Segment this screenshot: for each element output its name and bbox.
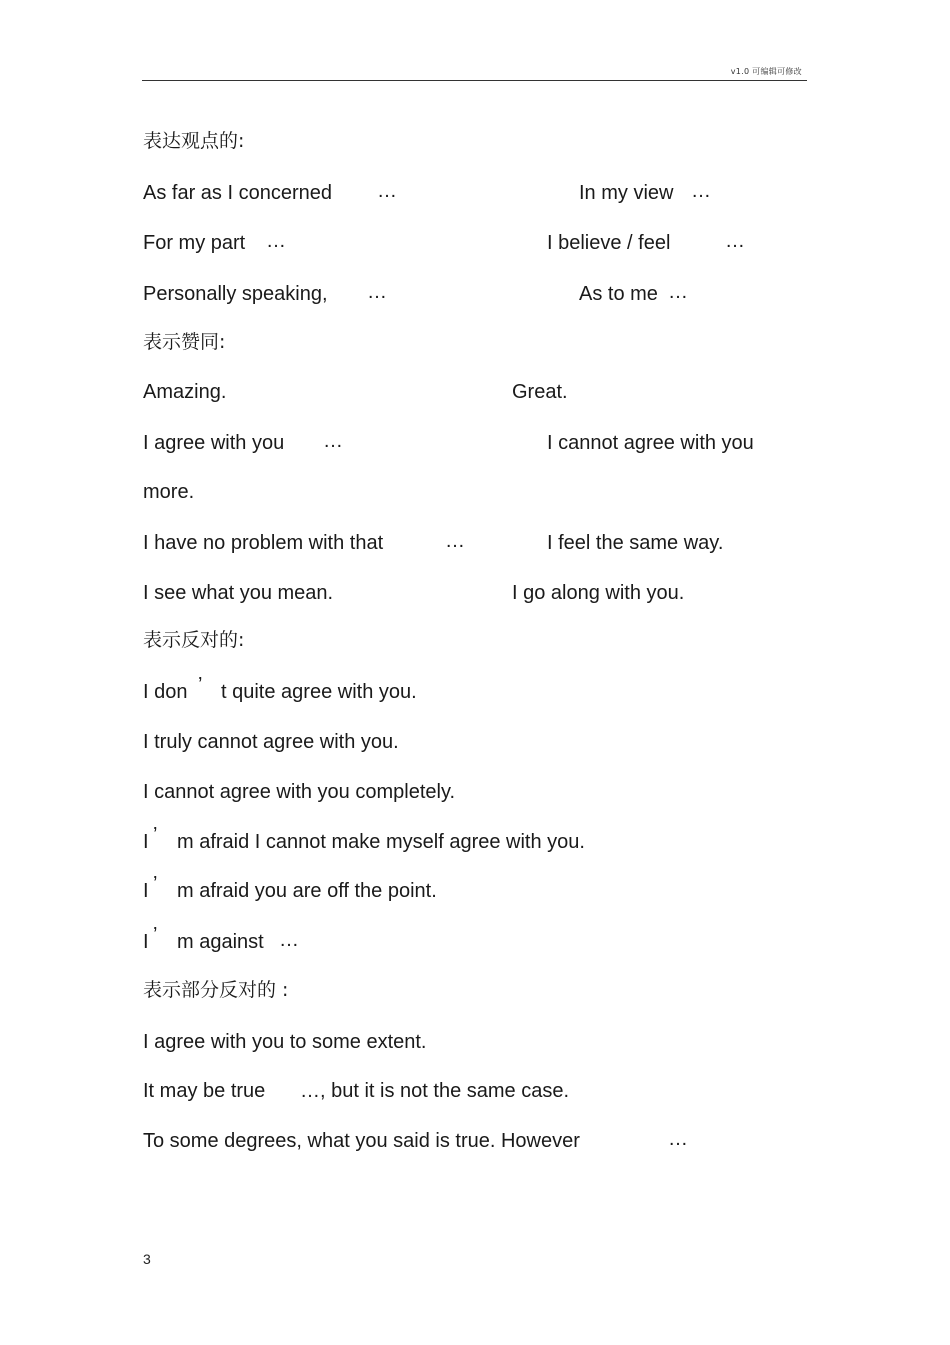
phrase: I have no problem with that (143, 532, 384, 554)
phrase: I agree with you (143, 432, 285, 454)
phrase: I agree with you to some extent. (143, 1031, 427, 1053)
phrase: In my view (579, 182, 674, 204)
phrase: Great. (512, 381, 568, 403)
section-heading-disagree: 表示反对的: (143, 629, 245, 651)
phrase-part: I (143, 831, 149, 853)
ellipsis: … (377, 180, 397, 202)
ellipsis: … (668, 281, 688, 303)
section-heading-opinion: 表达观点的: (143, 130, 245, 152)
ellipsis: … (323, 430, 343, 452)
header-divider (142, 80, 807, 81)
section-heading-partial: 表示部分反对的 : (143, 979, 289, 1001)
phrase-part: I don (143, 681, 188, 703)
ellipsis: … (668, 1128, 688, 1150)
phrase-part: m against (177, 931, 264, 953)
phrase-part: It may be true (143, 1080, 266, 1102)
apostrophe: ’ (198, 674, 203, 696)
ellipsis: … (445, 530, 465, 552)
phrase-part: …, but it is not the same case. (300, 1080, 570, 1102)
apostrophe: ’ (153, 824, 158, 846)
apostrophe: ’ (153, 924, 158, 946)
phrase: I believe / feel (547, 232, 671, 254)
phrase: I cannot agree with you completely. (143, 781, 456, 803)
phrase: I see what you mean. (143, 582, 334, 604)
apostrophe: ’ (153, 873, 158, 895)
phrase: I feel the same way. (547, 532, 724, 554)
phrase: I go along with you. (512, 582, 685, 604)
phrase: For my part (143, 232, 246, 254)
phrase-part: t quite agree with you. (221, 681, 417, 703)
phrase-part: I (143, 880, 149, 902)
phrase: more. (143, 481, 195, 503)
phrase-part: I (143, 931, 149, 953)
phrase-part: m afraid I cannot make myself agree with you. (177, 831, 585, 853)
phrase: Amazing. (143, 381, 227, 403)
phrase-part: m afraid you are off the point. (177, 880, 437, 902)
phrase: As far as I concerned (143, 182, 332, 204)
ellipsis: … (266, 230, 286, 252)
ellipsis: … (279, 929, 299, 951)
page-number: 3 (143, 1251, 151, 1267)
ellipsis: … (725, 230, 745, 252)
phrase: I cannot agree with you (547, 432, 754, 454)
phrase: As to me (579, 283, 658, 305)
phrase: Personally speaking, (143, 283, 328, 305)
phrase: To some degrees, what you said is true. However (143, 1130, 580, 1152)
ellipsis: … (691, 180, 711, 202)
section-heading-agree: 表示赞同: (143, 331, 226, 353)
phrase: I truly cannot agree with you. (143, 731, 399, 753)
ellipsis: … (367, 281, 387, 303)
header-version-note: v1.0 可编辑可修改 (730, 67, 802, 76)
